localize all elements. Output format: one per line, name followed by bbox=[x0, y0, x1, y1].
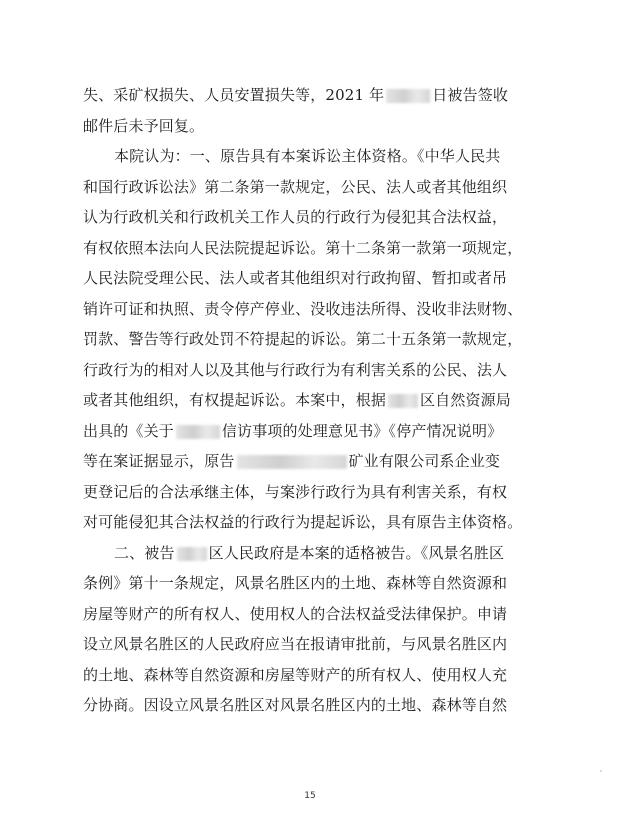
page-number: 15 bbox=[304, 791, 316, 801]
text-segment: 等在案证据显示，原告 bbox=[83, 452, 235, 470]
text-segment: 条例》第十一条规定，风景名胜区内的土地、森林等自然资源和 bbox=[83, 574, 508, 592]
redaction-blur bbox=[177, 547, 207, 561]
text-segment: 邮件后未予回复。 bbox=[83, 116, 205, 135]
text-segment: 区自然资源局 bbox=[420, 391, 511, 409]
text-segment: 销许可证和执照、责令停产停业、没收违法所得、没收非法财物、 bbox=[83, 299, 523, 318]
redaction-blur bbox=[388, 394, 418, 408]
text-segment: 的土地、森林等自然资源和房屋等财产的所有权人、使用权人充 bbox=[83, 665, 508, 684]
text-line bbox=[83, 111, 553, 142]
text-segment: 分协商。因设立风景名胜区对风景名胜区内的土地、森林等自然 bbox=[83, 696, 508, 714]
text-segment: 或者其他组织，有权提起诉讼。本案中，根据 bbox=[83, 391, 387, 409]
text-segment: 信访事项的处理意见书》《停产情况说明》 bbox=[221, 421, 503, 440]
text-segment: 矿业有限公司系企业变 bbox=[348, 452, 501, 470]
text-line bbox=[83, 568, 553, 599]
redaction-blur bbox=[237, 455, 347, 469]
text-line bbox=[83, 507, 553, 538]
text-segment: 日被告签收 bbox=[432, 86, 509, 104]
text-line bbox=[83, 263, 553, 294]
text-line bbox=[83, 355, 553, 386]
text-segment: 区人民政府是本案的适格被告。《风景名胜区 bbox=[208, 543, 505, 562]
text-segment: 失、采矿权损失、人员安置损失等，2021 年 bbox=[83, 86, 385, 104]
text-line bbox=[83, 629, 553, 660]
text-line bbox=[83, 294, 553, 325]
text-segment: 有权依照本法向人民法院提起诉讼。第十二条第一款第一项规定， bbox=[83, 238, 523, 257]
scan-speck bbox=[600, 770, 602, 772]
text-segment: 本院认为：一、原告具有本案诉讼主体资格。《中华人民共 bbox=[114, 147, 501, 165]
text-line bbox=[83, 477, 553, 508]
text-line bbox=[83, 538, 553, 569]
text-line bbox=[83, 202, 553, 233]
text-segment: 设立风景名胜区的人民政府应当在报请审批前，与风景名胜区内 bbox=[83, 635, 508, 653]
text-line bbox=[83, 324, 553, 355]
text-line bbox=[83, 446, 553, 477]
text-segment: 二、被告 bbox=[114, 543, 175, 562]
text-line bbox=[83, 660, 553, 691]
text-segment: 更登记后的合法承继主体，与案涉行政行为具有利害关系，有权 bbox=[83, 482, 508, 501]
body-text bbox=[83, 80, 553, 721]
text-segment: 对可能侵犯其合法权益的行政行为提起诉讼，具有原告主体资格。 bbox=[83, 513, 523, 531]
text-line bbox=[83, 233, 553, 264]
text-segment: 罚款、警告等行政处罚不符提起的诉讼。第二十五条第一款规定， bbox=[83, 330, 523, 348]
text-segment: 和国行政诉讼法》第二条第一款规定，公民、法人或者其他组织 bbox=[83, 177, 508, 196]
text-segment: 认为行政机关和行政机关工作人员的行政行为侵犯其合法权益， bbox=[83, 208, 508, 226]
redaction-blur bbox=[176, 425, 220, 439]
text-line bbox=[83, 141, 553, 172]
text-line bbox=[83, 690, 553, 721]
redaction-blur bbox=[386, 89, 430, 103]
text-segment: 出具的《关于 bbox=[83, 421, 174, 440]
text-segment: 行政行为的相对人以及其他与行政行为有利害关系的公民、法人 bbox=[83, 360, 508, 379]
text-line bbox=[83, 599, 553, 630]
text-segment: 人民法院受理公民、法人或者其他组织对行政拘留、暂扣或者吊 bbox=[83, 269, 508, 287]
text-line bbox=[83, 172, 553, 203]
text-line bbox=[83, 80, 553, 111]
text-line bbox=[83, 385, 553, 416]
text-line bbox=[83, 416, 553, 447]
text-segment: 房屋等财产的所有权人、使用权人的合法权益受法律保护。申请 bbox=[83, 604, 508, 623]
